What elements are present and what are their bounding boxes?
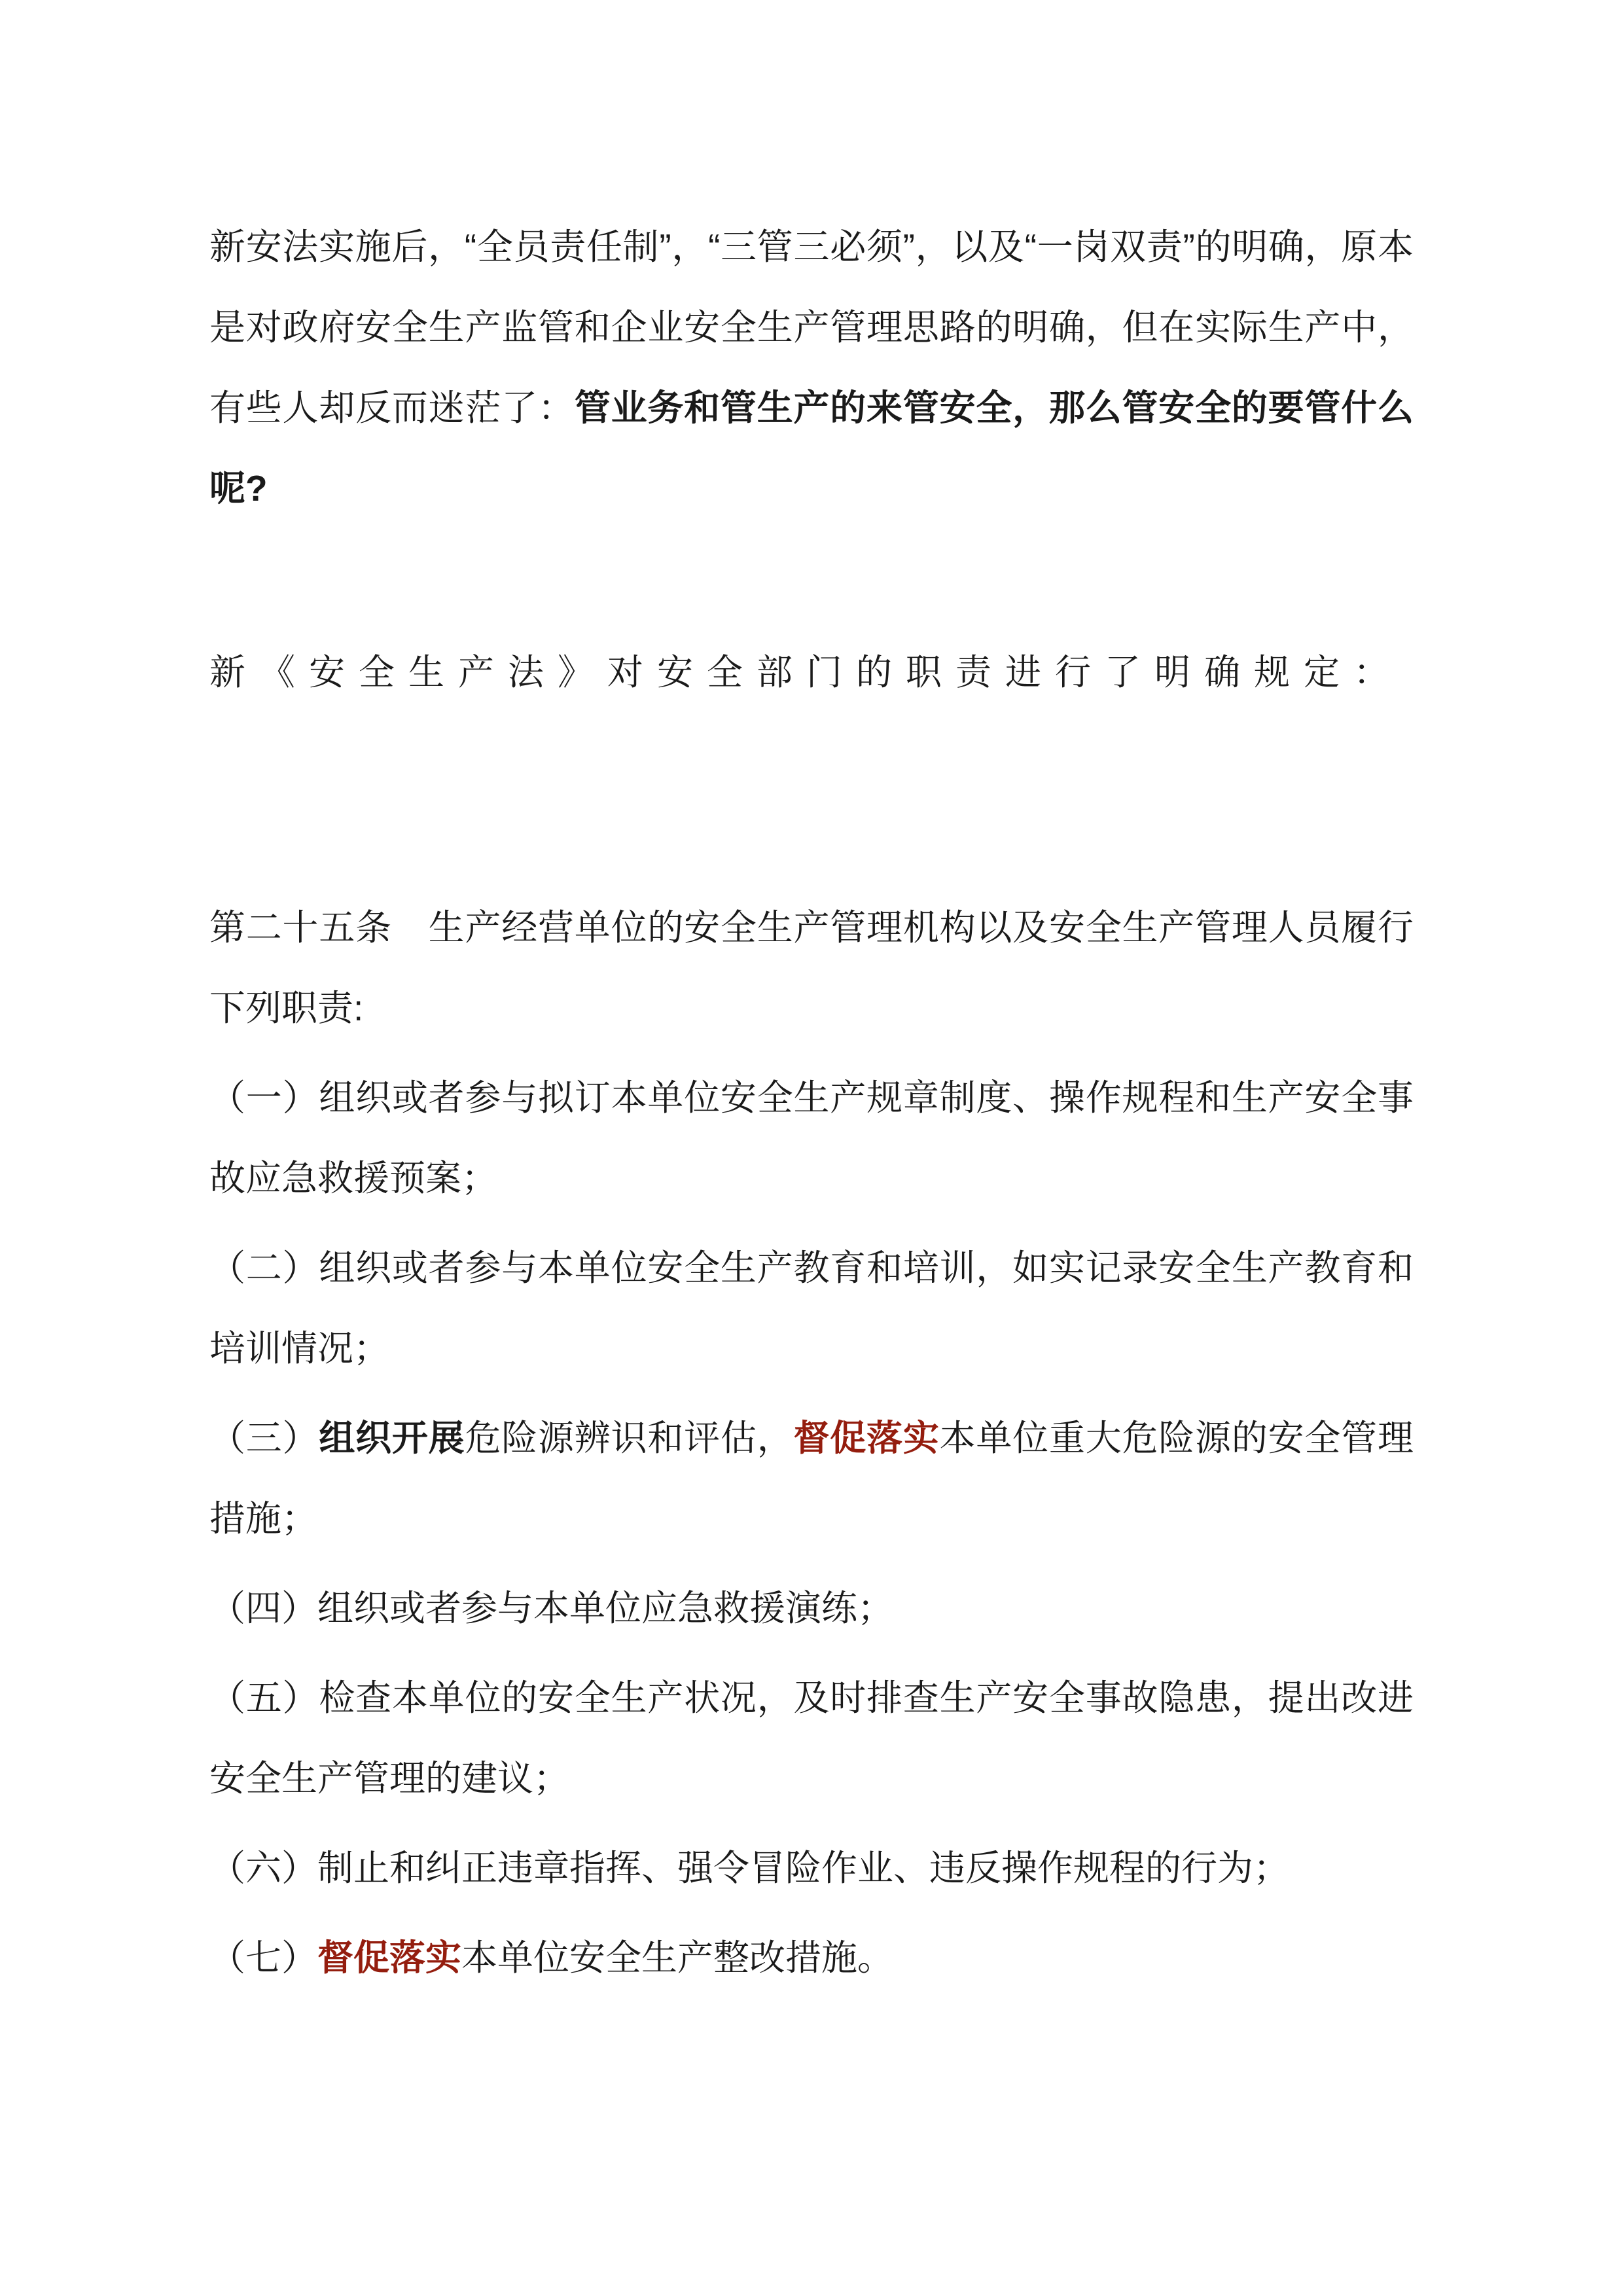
list-item-1 (209, 1058, 1414, 1219)
list-item-6-text: （六）制止和纠正违章指挥、强令冒险作业、违反操作规程的行为； (209, 1848, 1290, 1888)
list-item-4 (209, 1568, 1414, 1649)
list-item-1-text: （一）组织或者参与拟订本单位安全生产规章制度、操作规程和生产安全事故应急救援预案； (209, 1077, 1414, 1198)
intro-bold-question: 管业务和管生产的来管安全，那么管安全的要管什么呢? (209, 387, 1414, 509)
paragraph-heading-spaced (209, 632, 1414, 713)
list-item-7-red-highlight: 督促落实 (317, 1937, 462, 1978)
list-item-7-prefix: （七） (209, 1937, 318, 1978)
list-item-3-bold-text: 组织开展 (319, 1418, 465, 1458)
list-item-3-suffix: 本单位重大危险源的安全管理措施； (209, 1418, 1414, 1539)
list-item-3-red-highlight: 督促落实 (793, 1418, 940, 1458)
list-item-4-text: （四）组织或者参与本单位应急救援演练； (209, 1588, 894, 1628)
list-item-6 (209, 1828, 1414, 1909)
list-item-3-mid-text: 危险源辨识和评估， (465, 1418, 794, 1458)
article-25-text: 第二十五条 生产经营单位的安全生产管理机构以及安全生产管理人员履行下列职责: (209, 907, 1414, 1028)
list-item-3-prefix: （三） (209, 1418, 319, 1458)
list-item-7-suffix: 本单位安全生产整改措施。 (461, 1937, 894, 1978)
heading-text: 新《安全生产法》对安全部门的职责进行了明确规定： (209, 652, 1404, 692)
list-item-5 (209, 1658, 1414, 1819)
intro-normal-text: 新安法实施后，“全员责任制”，“三管三必须”，以及“一岗双责”的明确，原本是对政府安全生产监管和企业安全生产管理思路的明确，但在实际生产中，有些人却反而迷茫了： (209, 226, 1414, 428)
paragraph-intro (209, 207, 1414, 529)
list-item-2-text: （二）组织或者参与本单位安全生产教育和培训，如实记录安全生产教育和培训情况； (209, 1247, 1414, 1369)
paragraph-article-25 (209, 888, 1414, 1049)
list-item-3 (209, 1398, 1414, 1559)
list-item-2 (209, 1228, 1414, 1389)
list-item-7 (209, 1918, 1414, 1998)
list-item-5-text: （五）检查本单位的安全生产状况，及时排查生产安全事故隐患，提出改进安全生产管理的建议； (209, 1677, 1414, 1799)
